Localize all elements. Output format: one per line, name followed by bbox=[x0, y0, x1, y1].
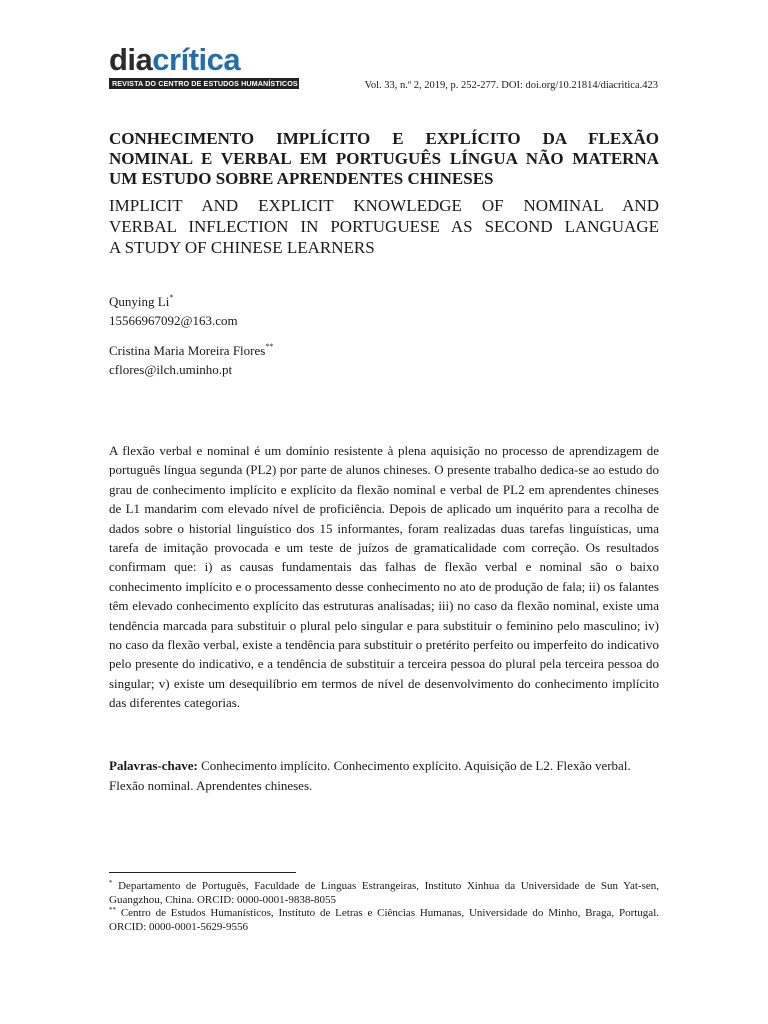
title-en-line: IMPLICIT AND EXPLICIT KNOWLEDGE OF NOMINAL AND bbox=[109, 196, 659, 215]
logo-part-dia: dia bbox=[109, 42, 153, 77]
author-2-mark: ** bbox=[265, 342, 274, 351]
citation-line: Vol. 33, n.º 2, 2019, p. 252-277. DOI: doi.org/10.21814/diacritica.423 bbox=[364, 80, 658, 91]
title-english bbox=[109, 195, 659, 258]
author-name bbox=[109, 294, 173, 310]
footnotes bbox=[109, 880, 659, 934]
author-1-mark: * bbox=[169, 293, 174, 302]
author-2-email[interactable]: cflores@ilch.uminho.pt bbox=[109, 362, 233, 377]
footnote-2-mark: ** bbox=[109, 906, 116, 914]
logo-subtitle: REVISTA DO CENTRO DE ESTUDOS HUMANÍSTICOS bbox=[109, 78, 299, 89]
author-1-email[interactable]: 15566967092@163.com bbox=[109, 313, 238, 328]
author-1-name: Qunying Li bbox=[109, 294, 170, 309]
keywords-text: Conhecimento implícito. Conhecimento explícito. Aquisição de L2. Flexão verbal. Flexão nominal. Aprendentes chineses. bbox=[109, 758, 631, 793]
logo-part-critica: crítica bbox=[152, 42, 241, 77]
title-pt-line: NOMINAL E VERBAL EM PORTUGUÊS LÍNGUA NÃO MATERNA bbox=[109, 149, 659, 168]
title-portuguese bbox=[109, 129, 659, 189]
footnote-2 bbox=[109, 907, 659, 934]
footnote-1 bbox=[109, 880, 659, 907]
keywords bbox=[109, 756, 659, 795]
keywords-label: Palavras-chave: bbox=[109, 758, 198, 773]
footnote-2-text: Centro de Estudos Humanísticos, Instituto de Letras e Ciências Humanas, Universidade do Minho, Braga, Portugal. ORCID: 0000-0001-5629-9556 bbox=[109, 907, 659, 933]
author-name bbox=[109, 343, 273, 359]
author-2-name: Cristina Maria Moreira Flores bbox=[109, 343, 266, 358]
journal-logo bbox=[109, 44, 299, 89]
abstract: A flexão verbal e nominal é um domínio resistente à plena aquisição no processo de aprendizagem de português língua segunda (PL2) por parte de alunos chineses. O presente trabalho dedica-se ao estudo do grau de conhecimento implícito e explícito da flexão nominal e verbal de PL2 em aprendentes chineses de L1 mandarim com elevado nível de proficiência. Depois de aplicado um inquérito para a recolha de dados sobre o historial linguístico dos 15 informantes, foram realizadas duas tarefas linguísticas, uma tarefa de imitação provocada e um teste de juízos de gramaticalidade com correção. Os resultados confirmam que: i) as causas fundamentais das falhas de flexão verbal e nominal são o baixo conhecimento implícito e o processamento desse conhecimento no ato de produção de fala; ii) os falantes têm elevado conhecimento explícito das estruturas analisadas; iii) no caso da flexão nominal, existe uma tendência marcada para substituir o plural pelo singular e para substituir o feminino pelo masculino; iv) no caso da flexão verbal, existe a tendência para substituir o pretérito perfeito ou imperfeito do indicativo pelo presente do indicativo, e a tendência de substituir a terceira pessoa do plural pela terceira pessoa do singular; v) existe um desequilíbrio em termos de nível de desenvolvimento do conhecimento implícito das diferentes categorias. bbox=[109, 443, 659, 711]
logo-wordmark bbox=[109, 44, 299, 76]
footnote-1-mark: * bbox=[109, 879, 113, 887]
footnote-divider bbox=[109, 872, 296, 873]
title-en-line: VERBAL INFLECTION IN PORTUGUESE AS SECOND LANGUAGE bbox=[109, 217, 659, 236]
footnote-1-text: Departamento de Português, Faculdade de Línguas Estrangeiras, Instituto Xinhua da Universidade de Sun Yat-sen, Guangzhou, China. ORCID: 0000-0001-9838-8055 bbox=[109, 880, 659, 906]
title-pt-line: CONHECIMENTO IMPLÍCITO E EXPLÍCITO DA FLEXÃO bbox=[109, 129, 659, 148]
title-en-line: A STUDY OF CHINESE LEARNERS bbox=[109, 238, 375, 257]
title-pt-line: UM ESTUDO SOBRE APRENDENTES CHINESES bbox=[109, 169, 494, 188]
